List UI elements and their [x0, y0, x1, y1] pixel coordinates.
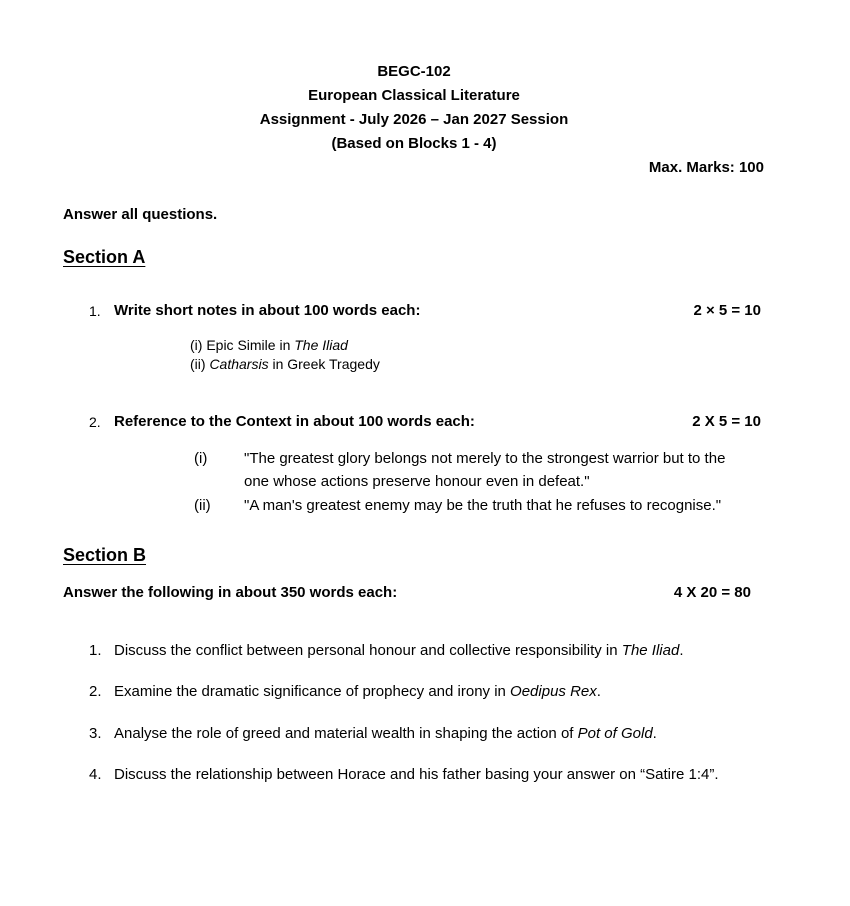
question-number: 3.: [89, 725, 102, 742]
short-note-item: (i) Epic Simile in The Iliad: [190, 337, 348, 353]
context-quote-line: one whose actions preserve honour even in defeat.": [244, 473, 590, 490]
course-code: BEGC-102: [377, 63, 451, 80]
question-number: 2.: [89, 414, 101, 430]
question-text: Write short notes in about 100 words each:: [114, 302, 421, 319]
context-quote-line: "The greatest glory belongs not merely to the strongest warrior but to the: [244, 450, 726, 467]
question-number: 2.: [89, 683, 102, 700]
blocks-note: (Based on Blocks 1 - 4): [331, 135, 497, 152]
context-label: (i): [194, 450, 208, 467]
question-number: 1.: [89, 642, 102, 659]
section-b-title: Section B: [63, 545, 147, 565]
question-number: 1.: [89, 303, 101, 319]
question-number: 4.: [89, 766, 102, 783]
max-marks: Max. Marks: 100: [648, 159, 764, 176]
essay-question: Analyse the role of greed and material wealth in shaping the action of Pot of Gold.: [114, 725, 657, 742]
question-marks: 2 × 5 = 10: [693, 302, 761, 319]
section-b-instruction: Answer the following in about 350 words each:: [63, 584, 398, 601]
essay-question: Discuss the conflict between personal honour and collective responsibility in The Iliad.: [114, 642, 684, 659]
essay-question: Examine the dramatic significance of prophecy and irony in Oedipus Rex.: [114, 683, 601, 700]
short-note-item: (ii) Catharsis in Greek Tragedy: [190, 356, 380, 372]
assignment-session: Assignment - July 2026 – Jan 2027 Session: [259, 111, 569, 128]
essay-question: Discuss the relationship between Horace and his father basing your answer on “Satire 1:4”.: [114, 766, 719, 783]
instructions: Answer all questions.: [63, 206, 218, 223]
context-quote-line: "A man's greatest enemy may be the truth that he refuses to recognise.": [244, 497, 722, 514]
context-label: (ii): [194, 497, 211, 514]
question-marks: 2 X 5 = 10: [692, 413, 761, 430]
question-text: Reference to the Context in about 100 words each:: [114, 413, 475, 430]
course-title: European Classical Literature: [308, 87, 520, 104]
section-b-marks: 4 X 20 = 80: [673, 584, 751, 601]
section-a-title: Section A: [63, 247, 146, 267]
